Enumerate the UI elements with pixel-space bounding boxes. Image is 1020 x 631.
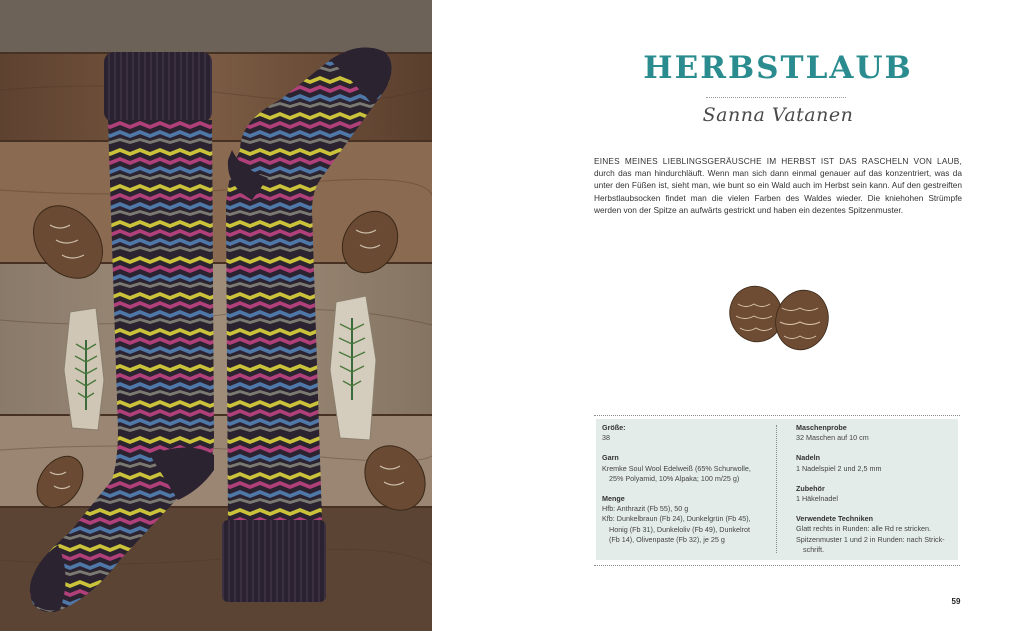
techniques-line: Spitzenmuster 1 und 2 in Runden: nach Strick-: [796, 534, 945, 544]
needles-value: 1 Nadelspiel 2 und 2,5 mm: [796, 463, 882, 473]
yarn-label: Garn: [602, 453, 619, 463]
techniques-line: Glatt rechts in Runden: alle Rd re stricken.: [796, 524, 932, 534]
intro-paragraph: [594, 155, 962, 216]
needles-block: [796, 453, 954, 473]
amount-line: Kfb: Dunkelbraun (Fb 24), Dunkelgrün (Fb 45),: [602, 514, 751, 524]
techniques-block: [796, 514, 954, 555]
author-name: Sanna Vatanen: [702, 104, 854, 126]
pattern-info-box: [596, 419, 958, 560]
gauge-label: Maschenprobe: [796, 423, 847, 432]
info-bottom-rule: [594, 565, 960, 566]
amount-line: Hfb: Anthrazit (Fb 55), 50 g: [602, 504, 689, 514]
techniques-label: Verwendete Techniken: [796, 514, 873, 524]
size-block: [602, 423, 770, 443]
info-left-column: [602, 423, 770, 555]
amount-block: [602, 494, 770, 545]
yarn-block: [602, 453, 770, 484]
accessories-block: [796, 484, 954, 504]
amount-label: Menge: [602, 494, 625, 504]
gauge-value: 32 Maschen auf 10 cm: [796, 433, 869, 443]
yarn-line: 25% Polyamid, 10% Alpaka; 100 m/25 g): [609, 473, 740, 483]
pine-cones-icon: [724, 282, 834, 354]
amount-line: (Fb 14), Olivenpaste (Fb 32), je 25 g: [609, 534, 725, 544]
knee-socks-on-wood-photo: [0, 0, 432, 631]
gauge-block: [796, 423, 954, 443]
accessories-value: 1 Häkelnadel: [796, 494, 838, 504]
size-value: 38: [602, 433, 610, 443]
techniques-line: schrift.: [803, 544, 825, 554]
amount-line: Honig (Fb 31), Dunkeloliv (Fb 49), Dunkelrot: [609, 524, 751, 534]
title-divider: [706, 97, 846, 98]
sock-photo: [0, 0, 432, 631]
info-right-column: [796, 423, 954, 565]
needles-label: Nadeln: [796, 453, 820, 463]
accessories-label: Zubehör: [796, 483, 825, 493]
info-column-divider: [776, 425, 777, 553]
size-label: Größe:: [602, 423, 626, 432]
info-top-rule: [594, 415, 960, 416]
page-title: HERBSTLAUB: [643, 50, 913, 86]
page-number: 59: [951, 597, 961, 606]
yarn-line: Kremke Soul Wool Edelweiß (65% Schurwolle,: [602, 463, 751, 473]
intro-lead: EINES MEINES LIEBLINGSGERÄUSCHE IM HERBST IST DAS RASCHELN VON LAUB,: [594, 156, 962, 166]
pine-cones-illustration: [724, 282, 834, 354]
intro-text: durch das man hindurchläuft. Wenn man sich dann einmal genauer auf das konzentriert, was da unter den Füßen ist, sieht man, wie bunt so ein Wald auch im Herbst sein kann. Auf den gestreiften Herbstlaubsocken findet man die vielen Farben des Waldes wieder. Die kniehohen Strümpfe werden von der Spitze an aufwärts gestrickt und haben ein dezentes Spitzenmuster.: [594, 168, 962, 215]
